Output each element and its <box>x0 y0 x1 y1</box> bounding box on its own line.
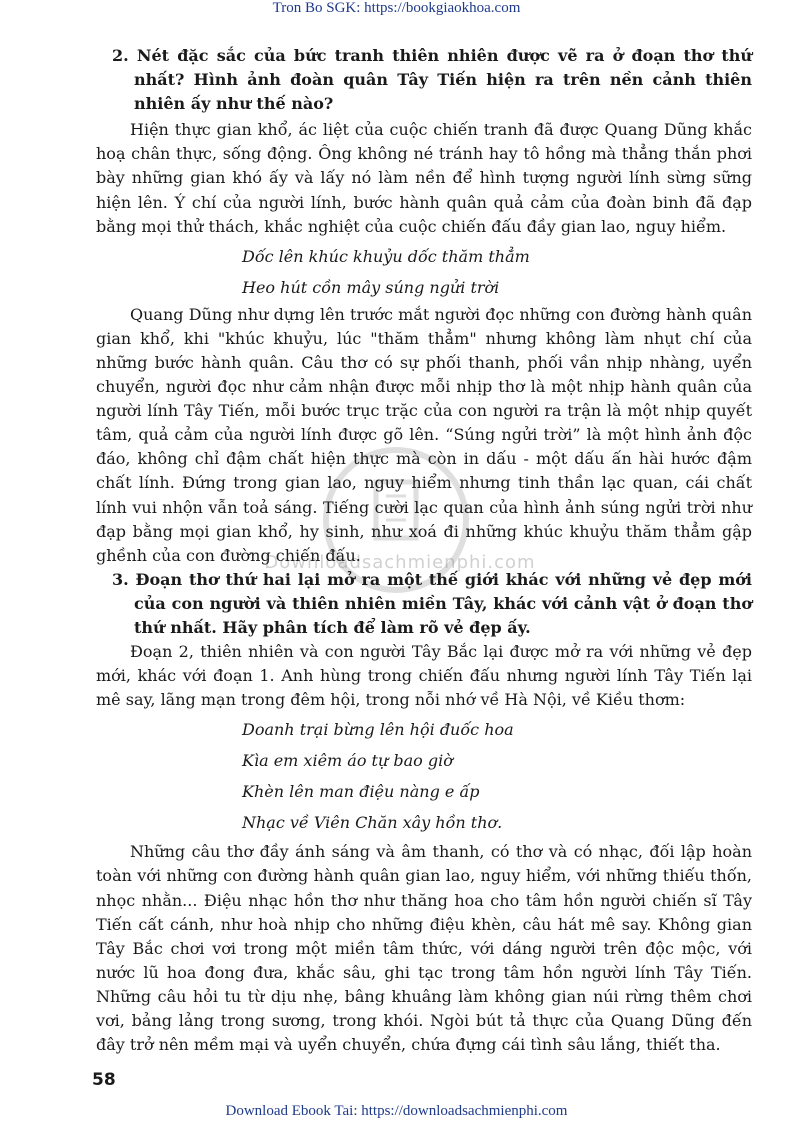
footer-download-link[interactable]: Download Ebook Tai: https://downloadsachmienphi.com <box>225 1103 568 1119</box>
verse-line: Heo hút cồn mây súng ngửi trời <box>242 277 500 297</box>
question-2: 2. Nét đặc sắc của bức tranh thiên nhiên được vẽ ra ở đoạn thơ thứ nhất? Hình ảnh đoàn quân Tây Tiến hiện ra trên nền cảnh thiên nhiên ấy như thế nào? <box>112 46 752 114</box>
paragraph-2: Quang Dũng như dựng lên trước mắt người đọc những con đường hành quân gian khổ, khi "khúc khuỷu, lúc "thăm thẳm" nhưng không làm nhụt chí của những bước hành quân. Câu thơ có sự phối thanh, phối vần nhịp nhàng, uyển chuyển, người đọc như cảm nhận được mỗi nhịp thơ là một nhịp hành quân của người lính Tây Tiến, mỗi bước trục trặc của con người ra trận là một nhịp quyết tâm, quả cảm của người lính được gõ lên. “Súng ngửi trời” là một hình ảnh độc đáo, không chỉ đậm chất hiện thực mà còn in dấu - một dấu ấn hài hước đậm chất lính. Đứng trong gian lao, nguy hiểm nhưng tinh thần lạc quan, cái chất lính vui nhộn vẫn toả sáng. Tiếng cười lạc quan của hình ảnh súng ngửi trời như đạp bằng mọi gian khổ, hy sinh, như xoá đi những khúc khuỷu thăm thẳm gập ghềnh của con đường chiến đấu. <box>96 304 752 565</box>
question-3: 3. Đoạn thơ thứ hai lại mở ra một thế giới khác với những vẻ đẹp mới của con người và thiên nhiên miền Tây, khác với cảnh vật ở đoạn thơ thứ nhất. Hãy phân tích để làm rõ vẻ đẹp ấy. <box>112 569 752 637</box>
watermark-text: Downloadsachmienphi.com <box>264 552 536 573</box>
verse-line: Khèn lên man điệu nàng e ấp <box>242 782 480 802</box>
verse-line: Doanh trại bừng lên hội đuốc hoa <box>242 720 514 740</box>
paragraph-4: Những câu thơ đầy ánh sáng và âm thanh, có thơ và có nhạc, đối lập hoàn toàn với những con đường hành quân gian lao, nguy hiểm, với những thiếu thốn, nhọc nhằn... Điệu nhạc hồn thơ như thăng hoa cho tâm hồn người chiến sĩ Tây Tiến cất cánh, như hoà nhịp cho những điệu khèn, câu hát mê say. Không gian Tây Bắc chơi vơi trong một miền tâm thức, với dáng người trên độc mộc, với nước lũ hoa đong đưa, khắc sâu, ghi tạc trong tâm hồn người lính Tây Tiến. Những câu hỏi tu từ dịu nhẹ, bâng khuâng làm không gian núi rừng thêm chơi vơi, bảng lảng trong sương, trong khói. Ngòi bút tả thực của Quang Dũng đến đây trở nên mềm mại và uyển chuyển, chứa đựng cái tình sâu lắng, thiết tha. <box>96 842 752 1055</box>
main-content <box>96 44 752 1057</box>
verse-line: Dốc lên khúc khuỷu dốc thăm thẳm <box>242 246 530 266</box>
paragraph-3: Đoạn 2, thiên nhiên và con người Tây Bắc lại được mở ra với những vẻ đẹp mới, khác với đoạn 1. Anh hùng trong chiến đấu nhưng người lính Tây Tiến lại mê say, lãng mạn trong đêm hội, trong nỗi nhớ về Hà Nội, về Kiều thơm: <box>96 642 752 710</box>
page-number: 58 <box>92 1070 116 1090</box>
header-source-link[interactable]: Tron Bo SGK: https://bookgiaokhoa.com <box>272 0 521 16</box>
verse-line: Kìa em xiêm áo tự bao giờ <box>242 751 453 771</box>
verse-line: Nhạc về Viên Chăn xây hồn thơ. <box>242 813 503 833</box>
paragraph-1: Hiện thực gian khổ, ác liệt của cuộc chiến tranh đã được Quang Dũng khắc hoạ chân thực, sống động. Ông không né tránh hay tô hồng mà thẳng thắn phơi bày những gian khó ấy và lấy nó làm nền để hình tượng người lính sừng sững hiện lên. Ý chí của người lính, bước hành quân quả cảm của đoàn binh đã đạp bằng mọi thử thách, khắc nghiệt của cuộc chiến đấu đầy gian lao, nguy hiểm. <box>96 120 752 236</box>
